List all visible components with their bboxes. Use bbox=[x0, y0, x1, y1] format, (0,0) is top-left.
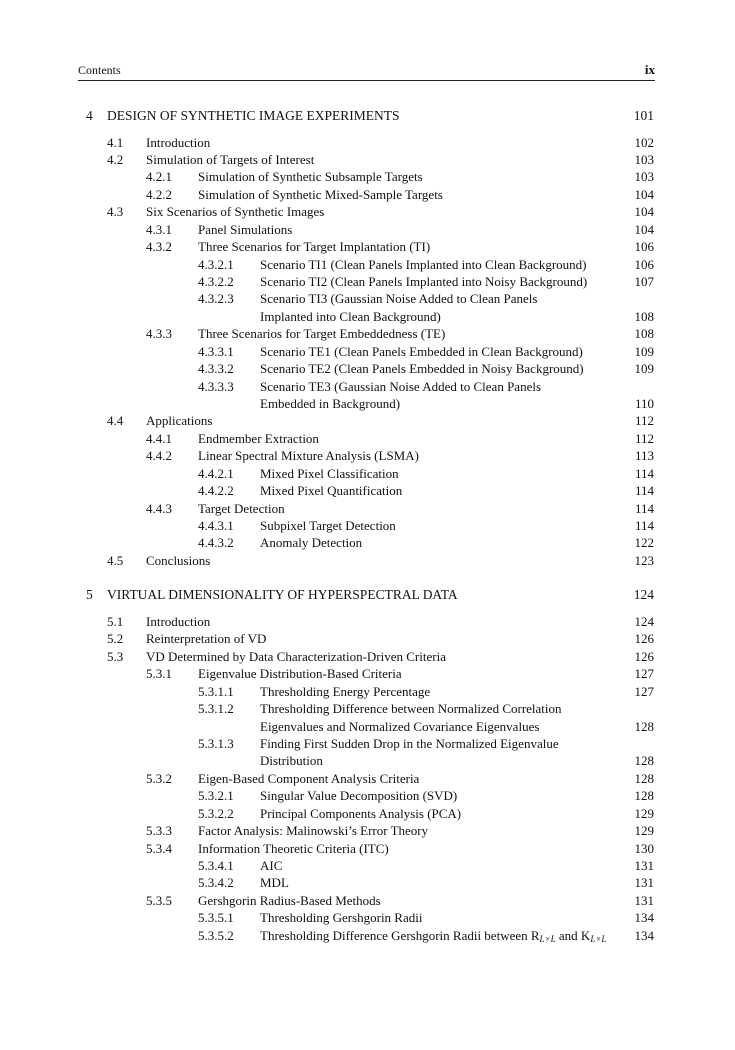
toc-number: 5.3.5 bbox=[146, 893, 172, 908]
toc-number: 4.3.2.3 bbox=[198, 291, 234, 306]
toc-number: 5.1 bbox=[107, 614, 124, 629]
toc-entry-4-2-2[interactable] bbox=[0, 186, 735, 203]
toc-entry-5-3-1-2-cont[interactable] bbox=[0, 718, 735, 735]
toc-entry-5-3-1-3-cont[interactable] bbox=[0, 752, 735, 769]
toc-page: 103 bbox=[634, 152, 654, 167]
toc-page: 104 bbox=[634, 222, 654, 237]
toc-title: Information Theoretic Criteria (ITC) bbox=[198, 841, 389, 856]
toc-page: 107 bbox=[634, 274, 654, 289]
toc-page: 102 bbox=[634, 135, 654, 150]
toc-title: Eigen-Based Component Analysis Criteria bbox=[198, 771, 420, 786]
toc-page: 108 bbox=[634, 326, 654, 341]
toc-title: Introduction bbox=[146, 614, 211, 629]
toc-entry-4-4-3-2[interactable] bbox=[0, 534, 735, 551]
toc-number: 4.3.2.1 bbox=[198, 257, 234, 272]
toc-number: 4.4.3.1 bbox=[198, 518, 234, 533]
toc-number: 4.4.3 bbox=[146, 501, 172, 516]
toc-title: Scenario TI1 (Clean Panels Implanted into Clean Background) bbox=[260, 257, 587, 272]
toc-entry-4-3-2-2[interactable] bbox=[0, 273, 735, 290]
toc-entry-4-4-2-1[interactable] bbox=[0, 465, 735, 482]
toc-page: 114 bbox=[634, 466, 654, 481]
toc-page: 106 bbox=[634, 239, 654, 254]
toc-subscript: L×L bbox=[539, 934, 556, 944]
toc-title: Applications bbox=[146, 413, 213, 428]
toc-number: 4.3.2 bbox=[146, 239, 172, 254]
toc-number: 4.3.3 bbox=[146, 326, 172, 341]
toc-title: Scenario TE3 (Gaussian Noise Added to Clean Panels bbox=[260, 379, 542, 394]
toc-title: Subpixel Target Detection bbox=[260, 518, 396, 533]
toc-number: 4.2 bbox=[107, 152, 124, 167]
toc-page: 112 bbox=[634, 413, 654, 428]
toc-number: 5.2 bbox=[107, 631, 124, 646]
toc-title: Panel Simulations bbox=[198, 222, 293, 237]
toc-number: 4.3.3.2 bbox=[198, 361, 234, 376]
toc-number: 4.5 bbox=[107, 553, 124, 568]
toc-entry-5-3-3[interactable] bbox=[0, 822, 735, 839]
toc-title: Introduction bbox=[146, 135, 211, 150]
toc-page: 124 bbox=[633, 587, 654, 602]
toc-entry-5-3-4[interactable] bbox=[0, 840, 735, 857]
toc-title: Principal Components Analysis (PCA) bbox=[260, 806, 462, 821]
toc-entry-5-1[interactable] bbox=[0, 613, 735, 630]
toc-entry-4-4[interactable] bbox=[0, 412, 735, 429]
toc-page: 130 bbox=[634, 841, 654, 856]
toc-number: 5.3.1.2 bbox=[198, 701, 234, 716]
toc-entry-4-4-2[interactable] bbox=[0, 447, 735, 464]
toc-title: Endmember Extraction bbox=[198, 431, 319, 446]
toc-title: Finding First Sudden Drop in the Normalized Eigenvalue bbox=[260, 736, 559, 751]
toc-page: 126 bbox=[634, 649, 654, 664]
toc-number: 5.3.1.1 bbox=[198, 684, 234, 699]
toc-title: Scenario TE1 (Clean Panels Embedded in Clean Background) bbox=[260, 344, 583, 359]
toc-page: 134 bbox=[634, 910, 654, 925]
toc-entry-4-3-3-3[interactable] bbox=[0, 378, 735, 395]
toc-page: 124 bbox=[634, 614, 654, 629]
toc-entry-4-3-2[interactable] bbox=[0, 238, 735, 255]
toc-page: 104 bbox=[634, 204, 654, 219]
toc-number: 5.3.2 bbox=[146, 771, 172, 786]
toc-entry-4-2[interactable] bbox=[0, 151, 735, 168]
toc-page: 126 bbox=[634, 631, 654, 646]
toc-title-text: Thresholding Difference Gershgorin Radii between R bbox=[260, 928, 540, 943]
toc-entry-5-3-1[interactable] bbox=[0, 665, 735, 682]
toc-title: Three Scenarios for Target Implantation (TI) bbox=[198, 239, 431, 254]
toc-chapter-4[interactable] bbox=[0, 107, 735, 125]
toc-title: DESIGN OF SYNTHETIC IMAGE EXPERIMENTS bbox=[107, 108, 400, 123]
toc-number: 4.1 bbox=[107, 135, 124, 150]
toc-number: 4.3 bbox=[107, 204, 124, 219]
toc-entry-4-3-3-3-cont[interactable] bbox=[0, 395, 735, 412]
toc-entry-5-3-5[interactable] bbox=[0, 892, 735, 909]
toc-entry-4-3-1[interactable] bbox=[0, 221, 735, 238]
toc-page: 131 bbox=[634, 893, 654, 908]
toc-entry-5-3-2-1[interactable] bbox=[0, 787, 735, 804]
toc-entry-5-3-5-2[interactable] bbox=[0, 927, 735, 944]
toc-number: 5.3.5.2 bbox=[198, 928, 234, 943]
toc-page: 131 bbox=[634, 858, 654, 873]
toc-entry-5-2[interactable] bbox=[0, 630, 735, 647]
toc-entry-4-4-3[interactable] bbox=[0, 500, 735, 517]
toc-entry-4-1[interactable] bbox=[0, 134, 735, 151]
toc-title: Mixed Pixel Quantification bbox=[260, 483, 403, 498]
toc-number: 5 bbox=[86, 587, 93, 602]
toc-entry-5-3-5-1[interactable] bbox=[0, 909, 735, 926]
toc-entry-5-3-1-2[interactable] bbox=[0, 700, 735, 717]
toc-title: Linear Spectral Mixture Analysis (LSMA) bbox=[198, 448, 419, 463]
toc-page: 108 bbox=[634, 309, 654, 324]
toc-page: 129 bbox=[634, 806, 654, 821]
toc-page: 109 bbox=[634, 344, 654, 359]
toc-entry-4-3-3-2[interactable] bbox=[0, 360, 735, 377]
toc-page: 113 bbox=[634, 448, 654, 463]
toc-number: 5.3.5.1 bbox=[198, 910, 234, 925]
toc-page: 128 bbox=[634, 719, 654, 734]
toc-number: 4 bbox=[86, 108, 93, 123]
toc-title: Simulation of Synthetic Mixed-Sample Targets bbox=[198, 187, 443, 202]
toc-number: 4.4.3.2 bbox=[198, 535, 234, 550]
toc-number: 5.3.4.1 bbox=[198, 858, 234, 873]
toc-number: 5.3.4.2 bbox=[198, 875, 234, 890]
toc-page: 129 bbox=[634, 823, 654, 838]
toc-title: Simulation of Synthetic Subsample Targets bbox=[198, 169, 423, 184]
toc-page: 109 bbox=[634, 361, 654, 376]
toc-number: 5.3.2.2 bbox=[198, 806, 234, 821]
toc-title: AIC bbox=[260, 858, 283, 873]
toc-title: MDL bbox=[260, 875, 289, 890]
toc-title: Thresholding Difference between Normalized Correlation bbox=[260, 701, 562, 716]
toc-entry-5-3[interactable] bbox=[0, 648, 735, 665]
toc-entry-5-3-1-1[interactable] bbox=[0, 683, 735, 700]
toc-number: 4.4 bbox=[107, 413, 124, 428]
toc-page: 122 bbox=[634, 535, 654, 550]
toc-page: 104 bbox=[634, 187, 654, 202]
toc-title: Factor Analysis: Malinowski’s Error Theory bbox=[198, 823, 429, 838]
toc-number: 4.2.2 bbox=[146, 187, 172, 202]
toc-title: Thresholding Energy Percentage bbox=[260, 684, 431, 699]
toc-page: 123 bbox=[634, 553, 654, 568]
toc-page: 127 bbox=[634, 684, 654, 699]
toc-number: 5.3.1 bbox=[146, 666, 172, 681]
toc-page: 114 bbox=[634, 518, 654, 533]
toc-entry-5-3-1-3[interactable] bbox=[0, 735, 735, 752]
toc-title-continued: Distribution bbox=[260, 753, 323, 768]
toc-number: 5.3.3 bbox=[146, 823, 172, 838]
toc-entry-4-3-2-3-cont[interactable] bbox=[0, 308, 735, 325]
toc-entry-4-3[interactable] bbox=[0, 203, 735, 220]
toc-title: Thresholding Gershgorin Radii bbox=[260, 910, 423, 925]
toc-entry-4-5[interactable] bbox=[0, 552, 735, 569]
toc-entry-4-3-3[interactable] bbox=[0, 325, 735, 342]
toc-title: Eigenvalue Distribution-Based Criteria bbox=[198, 666, 402, 681]
toc-entry-4-4-1[interactable] bbox=[0, 430, 735, 447]
toc-subscript: L×L bbox=[590, 934, 607, 944]
toc-number: 4.3.2.2 bbox=[198, 274, 234, 289]
toc-title: Reinterpretation of VD bbox=[146, 631, 267, 646]
toc-number: 4.4.1 bbox=[146, 431, 172, 446]
toc-number: 5.3 bbox=[107, 649, 124, 664]
toc-page: 112 bbox=[634, 431, 654, 446]
toc-title: Scenario TE2 (Clean Panels Embedded in Noisy Background) bbox=[260, 361, 584, 376]
toc-page: 128 bbox=[634, 753, 654, 768]
toc-number: 4.3.1 bbox=[146, 222, 172, 237]
toc-page: 103 bbox=[634, 169, 654, 184]
toc-page: 134 bbox=[634, 928, 654, 943]
toc-number: 5.3.2.1 bbox=[198, 788, 234, 803]
toc-title: Gershgorin Radius-Based Methods bbox=[198, 893, 381, 908]
toc-number: 4.2.1 bbox=[146, 169, 172, 184]
toc-page: 106 bbox=[634, 257, 654, 272]
header-page-number: ix bbox=[644, 62, 655, 77]
toc-title: Scenario TI2 (Clean Panels Implanted into Noisy Background) bbox=[260, 274, 588, 289]
toc-title: Mixed Pixel Classification bbox=[260, 466, 399, 481]
toc-page: 114 bbox=[634, 483, 654, 498]
toc-number: 5.3.1.3 bbox=[198, 736, 234, 751]
toc-title: VD Determined by Data Characterization-Driven Criteria bbox=[146, 649, 446, 664]
toc-number: 4.4.2.1 bbox=[198, 466, 234, 481]
toc-page: 128 bbox=[634, 788, 654, 803]
toc-title-continued: Eigenvalues and Normalized Covariance Eigenvalues bbox=[260, 719, 540, 734]
toc-title-mid: and K bbox=[555, 928, 591, 943]
toc-title: Anomaly Detection bbox=[260, 535, 363, 550]
toc-title: Simulation of Targets of Interest bbox=[146, 152, 315, 167]
toc-page: 114 bbox=[634, 501, 654, 516]
toc-title: VIRTUAL DIMENSIONALITY OF HYPERSPECTRAL DATA bbox=[107, 587, 458, 602]
toc-title: Singular Value Decomposition (SVD) bbox=[260, 788, 458, 803]
toc-title: Six Scenarios of Synthetic Images bbox=[146, 204, 325, 219]
toc-entry-5-3-2-2[interactable] bbox=[0, 805, 735, 822]
toc-entry-4-2-1[interactable] bbox=[0, 168, 735, 185]
toc-page: 127 bbox=[634, 666, 654, 681]
toc-number: 4.4.2 bbox=[146, 448, 172, 463]
toc-entry-4-3-3-1[interactable] bbox=[0, 343, 735, 360]
toc-title: Three Scenarios for Target Embeddedness (TE) bbox=[198, 326, 446, 341]
toc-number: 5.3.4 bbox=[146, 841, 172, 856]
toc-entry-4-3-2-3[interactable] bbox=[0, 290, 735, 307]
toc-entry-5-3-4-2[interactable] bbox=[0, 874, 735, 891]
toc-title: Target Detection bbox=[198, 501, 285, 516]
toc-page: 131 bbox=[634, 875, 654, 890]
toc-number: 4.3.3.1 bbox=[198, 344, 234, 359]
toc-entry-4-4-2-2[interactable] bbox=[0, 482, 735, 499]
toc-entry-4-3-2-1[interactable] bbox=[0, 256, 735, 273]
toc-title: Scenario TI3 (Gaussian Noise Added to Clean Panels bbox=[260, 291, 538, 306]
toc-number: 4.4.2.2 bbox=[198, 483, 234, 498]
toc-title bbox=[260, 927, 606, 948]
toc-chapter-5[interactable] bbox=[0, 586, 735, 604]
toc-page: 101 bbox=[633, 108, 654, 123]
toc-entry-4-4-3-1[interactable] bbox=[0, 517, 735, 534]
toc-number: 4.3.3.3 bbox=[198, 379, 234, 394]
toc-entry-5-3-4-1[interactable] bbox=[0, 857, 735, 874]
toc-title: Conclusions bbox=[146, 553, 211, 568]
header-section-title: Contents bbox=[78, 63, 121, 77]
toc-entry-5-3-2[interactable] bbox=[0, 770, 735, 787]
toc-page: 128 bbox=[634, 771, 654, 786]
toc-title-continued: Implanted into Clean Background) bbox=[260, 309, 441, 324]
toc-page: 110 bbox=[634, 396, 654, 411]
toc-title-continued: Embedded in Background) bbox=[260, 396, 401, 411]
